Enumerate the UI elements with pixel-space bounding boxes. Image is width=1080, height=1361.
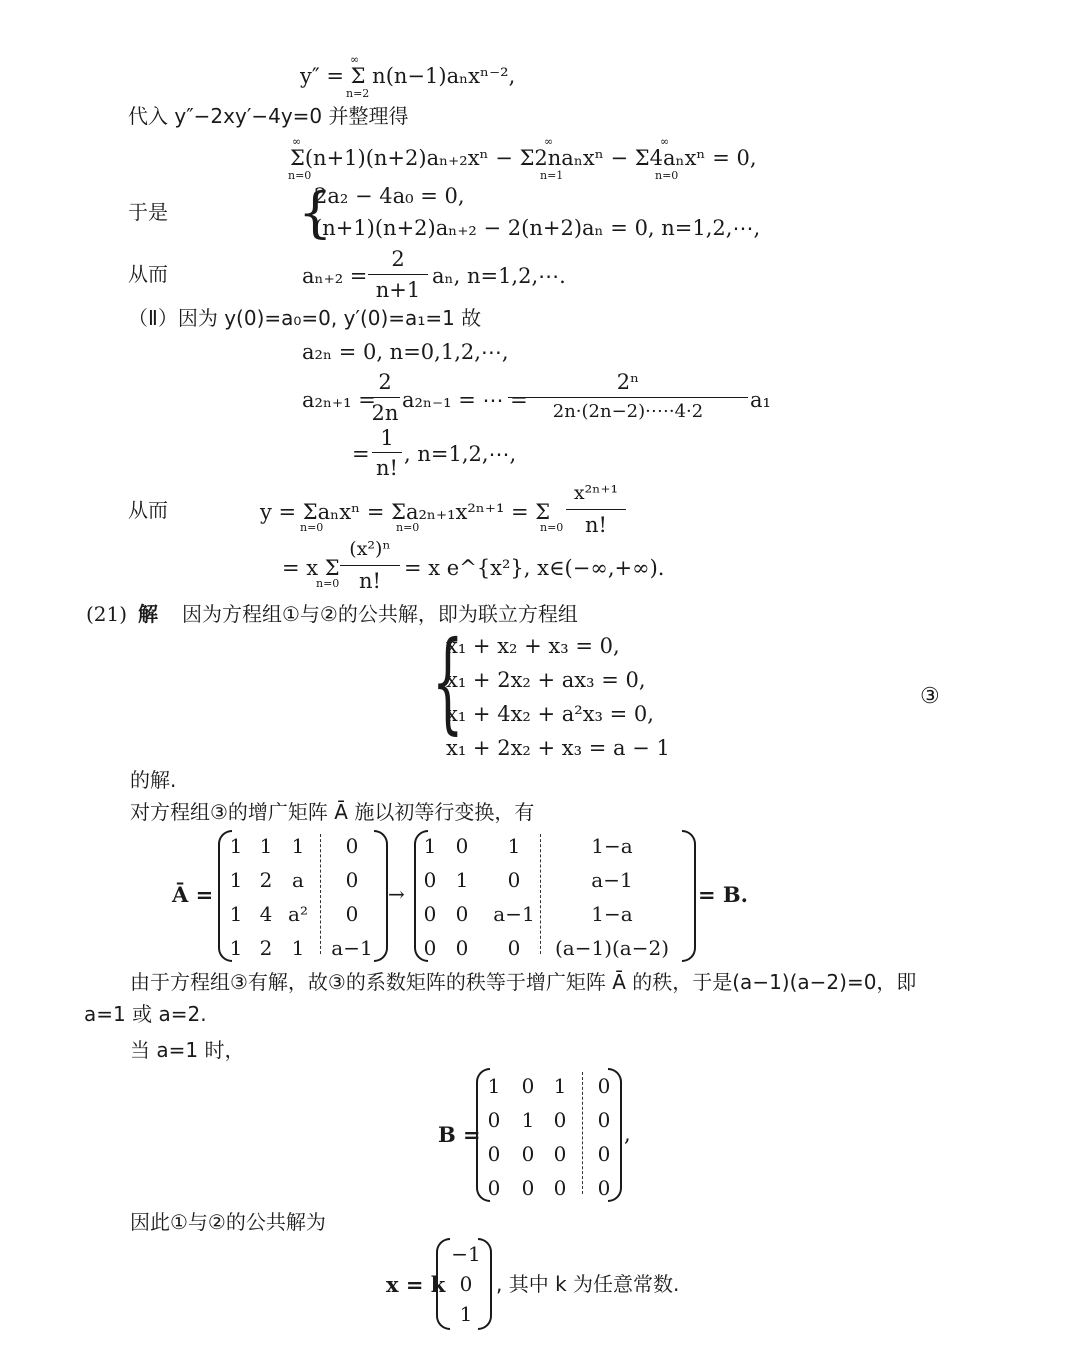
y-final-rhs: = x e^{x²}, x∈(−∞,+∞).	[404, 556, 665, 580]
matrixB-cell-r2-c2: 1	[521, 1108, 535, 1132]
ypp-sub: n=2	[346, 87, 370, 100]
a2n1-bar2	[508, 397, 748, 398]
y-final-lhs: = x Σ	[282, 556, 340, 580]
matrixB1-cell-r3-c3: a−1	[493, 902, 535, 926]
congeer-label-1: 从而	[128, 262, 168, 286]
rank-line-2	[84, 1004, 207, 1025]
a2n1-bar	[370, 397, 400, 398]
y-final-bar	[340, 565, 400, 566]
matrixB-cell-r4-c3: 0	[553, 1176, 567, 1200]
matrixB1-cell-r2-c4: a−1	[591, 868, 633, 892]
y-sub1: n=0	[300, 521, 324, 534]
equation-number-3: ③	[920, 684, 940, 709]
fact-den: n!	[376, 456, 398, 480]
a2n1-rhs: a₁	[750, 388, 771, 412]
x-tail: , 其中 k 为任意常数.	[496, 1272, 680, 1296]
matrixB-cell-r1-c2: 0	[521, 1074, 535, 1098]
matrixB1-cell-r4-c1: 0	[423, 936, 437, 960]
matrixB1-divider	[540, 834, 541, 954]
y-num: x²ⁿ⁺¹	[573, 482, 619, 504]
system-eq2: (n+1)(n+2)aₙ₊₂ − 2(n+2)aₙ = 0, n=1,2,⋯,	[314, 216, 761, 240]
sum-sup2: ∞	[660, 135, 670, 148]
matrixB1-cell-r3-c2: 0	[455, 902, 469, 926]
y-final-den: n!	[359, 569, 381, 593]
matrixB-cell-r2-c3: 0	[553, 1108, 567, 1132]
x-eq-label: x = k	[386, 1272, 446, 1297]
y-den: n!	[585, 513, 607, 537]
joint-eq1: x₁ + x₂ + x₃ = 0,	[446, 634, 620, 658]
matrixB-cell-r1-c4: 0	[597, 1074, 611, 1098]
substitute-line: 代入 y″−2xy′−4y=0 并整理得	[128, 104, 409, 128]
matrixB-cell-r4-c4: 0	[597, 1176, 611, 1200]
matrixB1-cell-r1-c4: 1−a	[591, 834, 633, 858]
q21-text: 因为方程组①与②的公共解，即为联立方程组	[182, 602, 578, 626]
y-sub3: n=0	[540, 521, 564, 534]
matrixB-cell-r3-c1: 0	[487, 1142, 501, 1166]
a2n-line: a₂ₙ = 0, n=0,1,2,⋯,	[302, 340, 509, 364]
matrixA-cell-r1-c1: 1	[229, 834, 243, 858]
recurrence-bar	[368, 274, 428, 275]
a2n1-den2: 2n·(2n−2)·⋯·4·2	[552, 401, 704, 422]
matrixB1-cell-r3-c1: 0	[423, 902, 437, 926]
system-eq1: 2a₂ − 4a₀ = 0,	[314, 184, 465, 208]
joint-system-brace: {	[432, 617, 464, 745]
matrixB1-cell-r1-c3: 1	[507, 834, 521, 858]
sum-sup1: ∞	[544, 135, 554, 148]
vectorX-entry-2: 0	[459, 1272, 473, 1296]
matrixB1-cell-r2-c3: 0	[507, 868, 521, 892]
sum-sub2: n=0	[655, 169, 679, 182]
augmented-intro: 对方程组③的增广矩阵 Ā 施以初等行变换，有	[130, 800, 535, 824]
matrixA-divider	[320, 834, 321, 954]
part2-line: （Ⅱ）因为 y(0)=a₀=0, y′(0)=a₁=1 故	[128, 306, 482, 330]
vectorX-entry-1: −1	[451, 1242, 481, 1266]
matrixA-cell-r4-c3: 1	[291, 936, 305, 960]
matrixA-cell-r3-c3: a²	[288, 902, 308, 926]
matrixB-cell-r2-c1: 0	[487, 1108, 501, 1132]
joint-eq2: x₁ + 2x₂ + ax₃ = 0,	[446, 668, 646, 692]
recurrence-den: n+1	[375, 278, 421, 302]
B-label: B =	[438, 1122, 481, 1147]
sum-sup0: ∞	[292, 135, 302, 148]
matrixA-cell-r4-c2: 2	[259, 936, 273, 960]
matrixA-cell-r2-c3: a	[292, 868, 304, 892]
recurrence-rhs: aₙ, n=1,2,⋯.	[432, 264, 566, 288]
recurrence-lhs: aₙ₊₂ =	[302, 264, 368, 288]
rank-line-1: 由于方程组③有解，故③的系数矩阵的秩等于增广矩阵 Ā 的秩，于是(a−1)(a−2)=0，即	[130, 970, 917, 994]
y-bar	[566, 509, 626, 510]
B-comma: ,	[624, 1122, 631, 1146]
y-sub2: n=0	[396, 521, 420, 534]
matrixA-cell-r2-c1: 1	[229, 868, 243, 892]
system-brace: {	[298, 181, 333, 244]
matrixB1-cell-r3-c4: 1−a	[591, 902, 633, 926]
sum-sub0: n=0	[288, 169, 312, 182]
sum-line: Σ(n+1)(n+2)aₙ₊₂xⁿ − Σ2naₙxⁿ − Σ4aₙxⁿ = 0,	[290, 146, 757, 170]
matrixB1-cell-r2-c1: 0	[423, 868, 437, 892]
joint-eq3: x₁ + 4x₂ + a²x₃ = 0,	[446, 702, 654, 726]
matrixB-cell-r3-c4: 0	[597, 1142, 611, 1166]
y-final-sub: n=0	[316, 577, 340, 590]
matrixB1-cell-r2-c2: 1	[455, 868, 469, 892]
matrixB1-cell-r1-c1: 1	[423, 834, 437, 858]
abar-label: Ā =	[172, 882, 214, 907]
joint-eq4: x₁ + 2x₂ + x₃ = a − 1	[446, 736, 670, 760]
dejie-line: 的解.	[130, 768, 177, 792]
matrixA-cell-r1-c3: 1	[291, 834, 305, 858]
fact-num: 1	[380, 426, 394, 450]
matrixB-cell-r2-c4: 0	[597, 1108, 611, 1132]
matrixA-cell-r2-c2: 2	[259, 868, 273, 892]
matrixB-cell-r3-c3: 0	[553, 1142, 567, 1166]
y-final-num: (x²)ⁿ	[349, 538, 391, 560]
matrixB1-cell-r4-c3: 0	[507, 936, 521, 960]
sum-sub1: n=1	[540, 169, 564, 182]
vectorX-entry-3: 1	[459, 1302, 473, 1326]
matrixB-divider	[582, 1072, 583, 1194]
a2n1-lhs: a₂ₙ₊₁ =	[302, 388, 376, 412]
matrixA-cell-r1-c2: 1	[259, 834, 273, 858]
transform-arrow: →	[388, 882, 405, 906]
matrixA-cell-r2-c4: 0	[345, 868, 359, 892]
recurrence-num: 2	[391, 247, 405, 271]
matrixA-right-bracket	[374, 830, 388, 962]
matrixA-cell-r3-c4: 0	[345, 902, 359, 926]
matrixB-cell-r4-c2: 0	[521, 1176, 535, 1200]
matrixB1-cell-r4-c4: (a−1)(a−2)	[554, 936, 670, 960]
fact-rhs: , n=1,2,⋯,	[404, 442, 517, 466]
when-a1-line: 当 a=1 时，	[130, 1038, 245, 1062]
eqB-label: = B.	[698, 882, 748, 907]
ypp-lhs: y″ = Σ n(n−1)aₙxⁿ⁻²,	[300, 64, 516, 88]
q21-number: (21)	[86, 602, 128, 626]
matrixB-cell-r1-c3: 1	[553, 1074, 567, 1098]
yushi-label: 于是	[128, 200, 168, 224]
ypp-line	[300, 66, 515, 87]
congeer-label-2: 从而	[128, 498, 168, 522]
a2n1-num2: 2ⁿ	[616, 370, 640, 394]
matrixB-cell-r4-c1: 0	[487, 1176, 501, 1200]
a2n1-den: 2n	[371, 401, 399, 425]
matrixB-cell-r1-c1: 1	[487, 1074, 501, 1098]
fact-eq: =	[352, 442, 370, 466]
matrixB1-right-bracket	[682, 830, 696, 962]
a2n1-num: 2	[378, 370, 392, 394]
ypp-sup: ∞	[350, 53, 360, 66]
matrixA-cell-r4-c4: a−1	[331, 936, 373, 960]
matrixA-cell-r3-c1: 1	[229, 902, 243, 926]
common-solution-line: 因此①与②的公共解为	[130, 1210, 326, 1234]
matrixA-cell-r4-c1: 1	[229, 936, 243, 960]
matrixB1-cell-r4-c2: 0	[455, 936, 469, 960]
matrixA-cell-r3-c2: 4	[259, 902, 273, 926]
matrixB1-cell-r1-c2: 0	[455, 834, 469, 858]
q21-jie: 解	[138, 602, 158, 626]
y-series: y = Σaₙxⁿ = Σa₂ₙ₊₁x²ⁿ⁺¹ = Σ	[260, 500, 551, 524]
rank-line-2-text: a=1 或 a=2.	[84, 1002, 207, 1026]
matrixB-cell-r3-c2: 0	[521, 1142, 535, 1166]
vectorX-left-bracket	[436, 1238, 450, 1330]
fact-bar	[372, 452, 402, 453]
a2n1-mid: a₂ₙ₋₁ = ⋯ =	[402, 388, 528, 412]
matrixA-cell-r1-c4: 0	[345, 834, 359, 858]
